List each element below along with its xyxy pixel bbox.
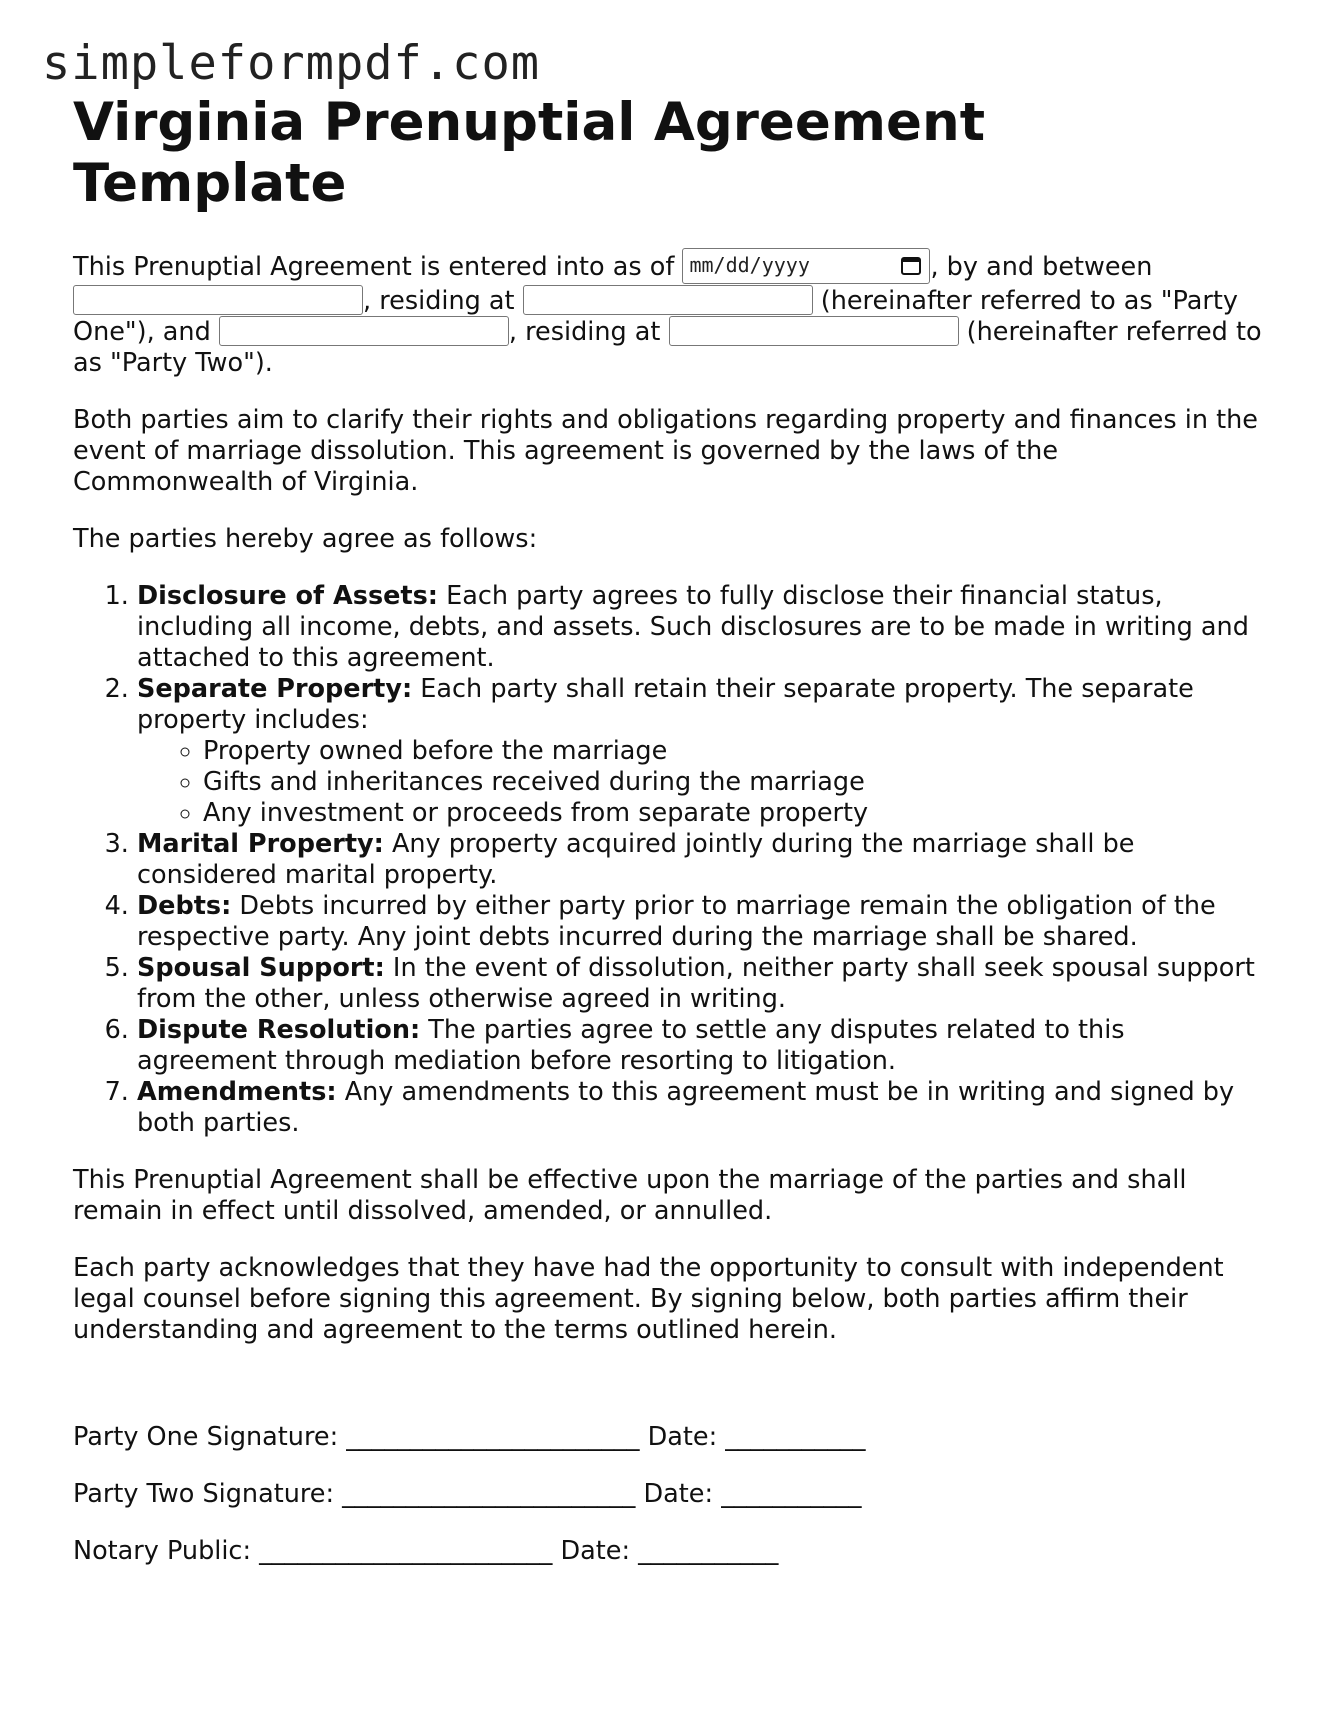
list-item [137,829,1263,891]
signature-blank[interactable]: _______________________ [259,1536,553,1566]
calendar-icon[interactable] [901,257,921,275]
list-item [137,1015,1263,1077]
list-item [137,674,1263,829]
list-item: ◦ Gifts and inheritances received during the marriage [203,767,1263,798]
party-one-name-input[interactable] [73,285,363,315]
date-placeholder: mm/dd/yyyy [689,253,810,277]
date-label: Date: [635,1479,722,1509]
list-item [137,891,1263,953]
list-item [137,581,1263,674]
intro-text: , residing at [508,317,669,347]
term-text: In the event of dissolution, neither party shall seek spousal support from the other, unless otherwise agreed in writing. [137,953,1255,1014]
agreement-date-input[interactable] [682,248,930,284]
party-one-address-input[interactable] [523,285,813,315]
term-title: Amendments: [137,1077,337,1107]
term-text: Each party agrees to fully disclose their financial status, including all income, debts, and assets. Such disclosures are to be made in writing and attached to this agreement. [137,581,1249,673]
purpose-paragraph: Both parties aim to clarify their rights and obligations regarding property and finances in the event of marriage dissolution. This agreement is governed by the laws of the Commonwealth of Virginia. [73,405,1258,497]
date-label: Date: [552,1536,639,1566]
term-text: Debts incurred by either party prior to marriage remain the obligation of the respective party. Any joint debts incurred during the marriage shall be shared. [137,891,1216,952]
date-blank[interactable]: ___________ [725,1422,866,1452]
signature-label: Party Two Signature: [73,1479,343,1509]
term-title: Marital Property: [137,829,384,859]
signature-blank[interactable]: _______________________ [342,1479,636,1509]
term-text: The parties agree to settle any disputes related to this agreement through mediation before resorting to litigation. [137,1015,1125,1076]
notary-signature-line [73,1536,1263,1567]
term-title: Debts: [137,891,232,921]
watermark: simpleformpdf.com [42,36,541,91]
counsel-paragraph: Each party acknowledges that they have had the opportunity to consult with independent legal counsel before signing this agreement. By signing below, both parties affirm their understanding and agreement to the terms outlined herein. [73,1253,1224,1345]
term-text: Any amendments to this agreement must be in writing and signed by both parties. [137,1077,1235,1138]
separate-property-list [137,736,1263,829]
date-blank[interactable]: ___________ [638,1536,779,1566]
intro-text: (hereinafter referred to as "Party Two"). [73,317,1262,378]
date-label: Date: [639,1422,726,1452]
intro-text: This Prenuptial Agreement is entered into as of [73,252,683,282]
signature-blank[interactable]: _______________________ [346,1422,640,1452]
signature-label: Party One Signature: [73,1422,347,1452]
document-page [73,92,1263,1593]
intro-paragraph [73,250,1263,379]
signature-label: Notary Public: [73,1536,260,1566]
signature-block [73,1422,1263,1567]
agree-paragraph: The parties hereby agree as follows: [73,524,538,554]
term-title: Spousal Support: [137,953,385,983]
term-title: Separate Property: [137,674,413,704]
term-title: Dispute Resolution: [137,1015,421,1045]
term-title: Disclosure of Assets: [137,581,438,611]
list-item [137,953,1263,1015]
terms-list [73,581,1263,1139]
term-text: Any property acquired jointly during the marriage shall be considered marital property. [137,829,1135,890]
date-blank[interactable]: ___________ [721,1479,862,1509]
intro-text: , by and between [930,252,1153,282]
page-title: Virginia Prenuptial Agreement Template [73,92,986,214]
list-item: ◦ Property owned before the marriage [203,736,1263,767]
party-two-signature-line [73,1479,1263,1510]
effective-paragraph: This Prenuptial Agreement shall be effective upon the marriage of the parties and shall remain in effect until dissolved, amended, or annulled. [73,1165,1187,1226]
list-item [137,1077,1263,1139]
party-two-name-input[interactable] [219,316,509,346]
term-text: Each party shall retain their separate property. The separate property includes: [137,674,1194,735]
list-item: ◦ Any investment or proceeds from separate property [203,798,1263,829]
party-one-signature-line [73,1422,1263,1453]
party-two-address-input[interactable] [669,316,959,346]
intro-text: (hereinafter referred to as "Party One"), and [73,286,1238,347]
intro-text: , residing at [363,286,523,316]
